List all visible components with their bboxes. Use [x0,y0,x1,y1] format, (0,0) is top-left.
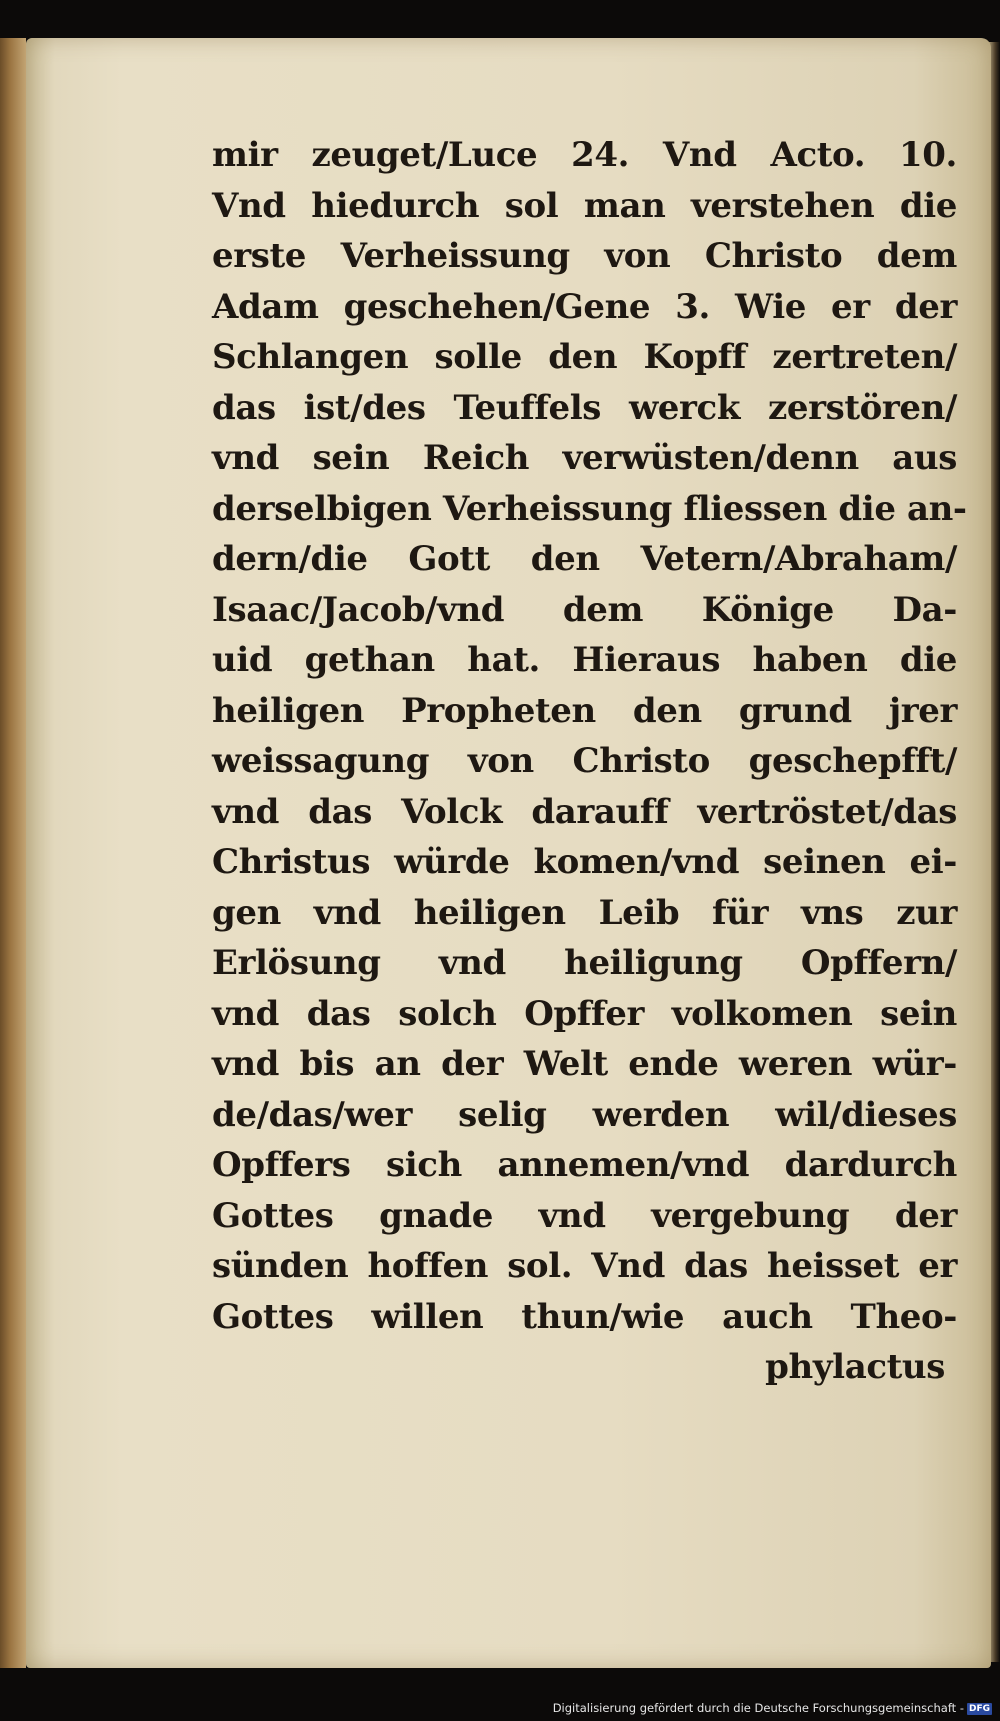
text-line: heiligen Propheten den grund jrer [212,690,957,731]
text-line: gen vnd heiligen Leib für vns zur [212,892,957,933]
text-line: de/das/wer selig werden wil/dieses [212,1094,957,1135]
text-line: vnd sein Reich verwüsten/denn aus [212,438,957,478]
digitization-credit [553,1700,992,1716]
text-line: vnd das Volck darauff vertröstet/das [212,791,957,832]
text-line: Christus würde komen/vnd seinen ei- [212,842,957,882]
text-line: Erlösung vnd heiligung Opffern/ [212,943,957,983]
text-line: das ist/des Teuffels werck zerstören/ [212,387,957,428]
text-line: uid gethan hat. Hieraus haben die [212,640,957,680]
text-line: Opffers sich annemen/vnd dardurch [212,1145,957,1185]
text-block [212,130,967,1393]
page-edge-left [0,38,26,1668]
text-line: Adam geschehen/Gene 3. Wie er der [212,286,957,327]
text-line: vnd bis an der Welt ende weren wür- [212,1044,957,1084]
text-line: vnd das solch Opffer volkomen sein [212,993,957,1034]
text-line: derselbigen Verheissung fliessen die an- [212,488,967,529]
text-line: weissagung von Christo geschepfft/ [212,741,957,781]
text-line: erste Verheissung von Christo dem [212,236,957,276]
text-line: Schlangen solle den Kopff zertreten/ [212,337,957,377]
text-line: sünden hoffen sol. Vnd das heisset er [212,1246,957,1286]
text-line: Gottes gnade vnd vergebung der [212,1195,957,1236]
text-line: mir zeuget/Luce 24. Vnd Acto. 10. [212,135,957,175]
dfg-logo: DFG [968,1703,990,1714]
text-line: Vnd hiedurch sol man verstehen die [212,185,957,226]
catchword: phylactus [765,1347,945,1387]
credit-separator: - [956,1701,964,1715]
text-line: Isaac/Jacob/vnd dem Könige Da- [212,589,957,630]
text-line: Gottes willen thun/wie auch Theo- [212,1296,957,1337]
credit-text: Digitalisierung gefördert durch die Deutsche Forschungsgemeinschaft [552,1701,957,1715]
text-line: dern/die Gott den Vetern/Abraham/ [212,539,957,579]
